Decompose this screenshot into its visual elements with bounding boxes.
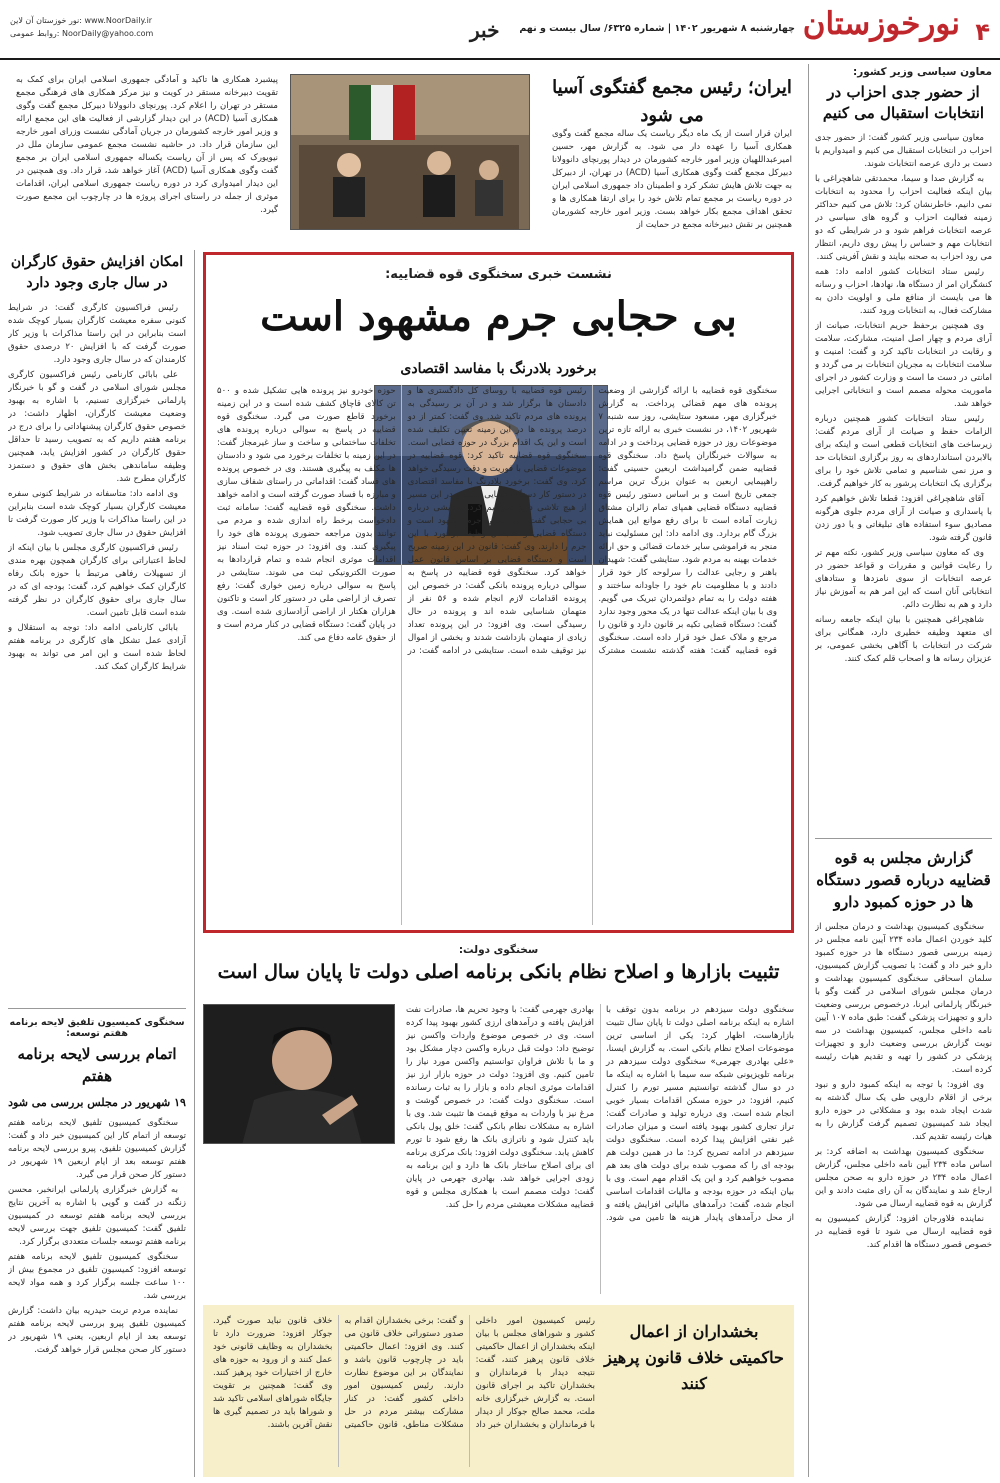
main-story-body: سخنگوی قوه قضاییه با ارائه گزارشی از وضعیت پرونده های مهم قضائی پرداخت. به گزارش خبرگزاری مهر، مسعود ستایشی، روز سه شنبه ۷ شهریور ۱۴۰۲، در نشست خبری به ارائه تازه ترین موضوعات روز در حوزه قضایی پرداخت و در ادامه به سوالات خبرنگاران پاسخ داد. سخنگوی قوه قضاییه ضمن گرامیداشت اربعین حسینی گفت: راهپیمایی اربعین به عنوان بزرگ ترین مراسم جمعی تاریخ است و بر اساس دستور رئیس قوه قضاییه دستگاه قضایی همپای تمام زائران مشتاق زیارت آماده است تا برای رفع موانع این همایش بزرگ گام بردارد. وی ادامه داد: این مسئولیت نباید منجر به فراموشی سایر خدمات قضائی و حق ارائه خدمات بهینه به مردم شود. ستایشی گفت: شهیدان باهنر و رجایی عدالت را سرلوحه کار خود قرار دادند و با مظلومیت نام خود را جاودانه ساختند و هفته دولت را به تمام دولتمردان تبریک می گویم. وی با بیان اینکه عدالت تنها در یک محور وجود ندارد گفت: دستگاه قضایی تکیه بر قانون دارد و قانون را مرجع و ملاک عمل خود قرار داده است. سخنگوی قوه قضاییه گفت: هفته گذشته نشست مشترک رئیس قوه قضاییه با روسای کل دادگستری ها و دادستان ها برگزار شد و در آن بر رسیدگی به پرونده های مردم تاکید شد. وی گفت: کمتر از دو درصد پرونده ها در این زمینه تعیین تکلیف شده است و این یک اقدام بزرگ در حوزه قضایی است. سخنگوی قوه قضاییه تاکید کرد: قوه قضاییه در موضوعات قضایی با فوریت و دقت رسیدگی خواهد کرد. وی گفت: برخورد بلادرنگ با مفاسد اقتصادی در دستور کار دستگاه قضایی است و در این مسیر از هیچ تلاشی دریغ نخواهیم کرد. ستایشی درباره بی حجابی گفت: بی حجابی جرم مشهود است و دستگاه قضایی و ضابطان وظیفه برخورد با این جرم را دارند. وی گفت: قانون در این زمینه صریح است و دستگاه قضایی بر اساس قانون عمل خواهد کرد. سخنگوی قوه قضاییه در پاسخ به سوالی درباره پرونده بانکی گفت: در خصوص این پرونده اقدامات لازم انجام شده و ۵۶ نفر از متهمان شناسایی شده اند و پرونده در حال رسیدگی است. وی افزود: در این پرونده تعداد زیادی از متهمان بازداشت شدند و بخشی از اموال نیز توقیف شده است. ستایشی در ادامه گفت: در حوزه خودرو نیز پرونده هایی تشکیل شده و ۵۰۰ تن کالای قاچاق کشف شده است و در این زمینه برخورد قاطع صورت می گیرد. سخنگوی قوه قضاییه در پاسخ به سوالی درباره پرونده های تخلفات ساختمانی و ساخت و ساز غیرمجاز گفت: در این زمینه با تخلفات برخورد می شود و دادستان ها مکلف به پیگیری هستند. وی در خصوص پرونده های فساد گفت: اقداماتی در راستای شفاف سازی و مبارزه با فساد صورت گرفته است و ادامه خواهد داشت. سخنگوی قوه قضاییه گفت: سامانه ثبت دادخواست برخط راه اندازی شده و مردم می توانند بدون مراجعه حضوری پرونده های خود را پیگیری کنند. وی افزود: در حوزه ثبت اسناد نیز اقدامات موثری انجام شده و تمام قراردادها به صورت الکترونیکی ثبت می شوند. ستایشی در پاسخ به سوالی درباره زمین خواری گفت: رفع تصرف از اراضی ملی در دستور کار است و تاکنون هزاران هکتار از اراضی آزادسازی شده است. وی در پایان گفت: دستگاه قضایی در کنار مردم است و از حقوق عامه دفاع می کند. — [217, 386, 777, 656]
story-body — [815, 921, 992, 1476]
paragraph: سخنگوی کمیسیون تلفیق لایحه برنامه هفتم توسعه افزود: کمیسیون تلفیق در مجموع بیش از ۱۰۰ ساعت جلسه برگزار کرد و همه مواد لایحه بررسی شد. — [8, 1252, 186, 1301]
story-headline[interactable]: امکان افزایش حقوق کارگران در سال جاری وجود دارد — [10, 254, 184, 291]
yellow-box-story — [203, 1305, 794, 1477]
section-label: خبر — [470, 18, 500, 42]
page-number: ۴ — [975, 18, 990, 46]
paragraph: وی ادامه داد: متاسفانه در شرایط کنونی سفره معیشت کارگران بسیار کوچک شده است بنابراین در این راستا مذاکرات با وزیر کار صورت گرفت تا افزایش حقوق در سال جاری تصویب شود. — [8, 489, 186, 538]
newspaper-logo: نورخوزستان — [802, 6, 960, 42]
story-body — [8, 302, 186, 1002]
left-column — [8, 252, 186, 1477]
diplomatic-meeting-photo[interactable] — [290, 74, 530, 230]
paragraph: شاهچراغی همچنین با بیان اینکه جامعه رسانه ای متعهد وظیفه خطیری دارد، همگانی برای شرکت در انتخابات با آگاهی بخشی عمومی، بر عزیزان رسانه ها و اصحاب قلم کمک کنند. — [815, 615, 992, 664]
story-headline[interactable]: از حضور جدی احزاب در انتخابات استقبال می کنیم — [822, 83, 985, 122]
government-spokesman-photo[interactable] — [203, 1004, 395, 1144]
main-story-box — [203, 252, 794, 933]
story-body — [815, 132, 992, 832]
contact-site[interactable]: نور خوزستان آن لاین: www.NoorDaily.ir — [10, 16, 153, 25]
contact-email[interactable]: روابط عمومی: NoorDaily@yahoo.com — [10, 29, 154, 38]
paragraph: به گزارش صدا و سیما، محمدتقی شاهچراغی با بیان اینکه فعالیت احزاب را محدود به انتخابات نمی دانیم، خاطرنشان کرد: تلاش می کنیم حداکثر زمینه فعالیت احزاب و گروه های سیاسی در عرصه انتخابات فراهم شود و در شرایطی که دو انتخابات مهم و حساس را پیش روی داریم، انتظار می رود احزاب به صحنه بیایند و نقش آفرینی کنند. — [815, 174, 992, 262]
main-headline[interactable]: بی حجابی جرم مشهود است — [260, 293, 737, 340]
story-headline[interactable]: بخشداران از اعمال حاکمیتی خلاف قانون پرهیز کنند — [604, 1322, 784, 1393]
paragraph: سخنگوی کمیسیون تلفیق لایحه برنامه هفتم توسعه از اتمام کار این کمیسیون خبر داد و گفت: گزارش کمیسیون تلفیق، پیرو بررسی لایحه برنامه هفتم توسعه بعد از ایام اربعین ۱۹ شهریور در دستور کار صحن قرار می گیرد. — [8, 1118, 186, 1180]
right-column — [815, 66, 992, 1476]
masthead — [0, 0, 1000, 60]
main-subhead: برخورد بلادرنگ با مفاسد اقتصادی — [400, 361, 597, 377]
contact-info — [10, 14, 180, 40]
story-kicker: معاون سیاسی وزیر کشور: — [853, 66, 992, 78]
dateline: چهارشنبه ۸ شهریور ۱۴۰۲ | شماره ۶۳۲۵/ سال بیست و نهم — [519, 23, 795, 34]
paragraph: به گزارش خبرگزاری پارلمانی ایرانخبر، محسن زنگنه در گفت و گویی با اشاره به آخرین نتایج بررسی لایحه برنامه هفتم توسعه در کمیسیون تلفیق گفت: کمیسیون تلفیق جهت بررسی لایحه برنامه هفتم توسعه جلسات متعددی برگزار کرد. — [8, 1185, 186, 1247]
story-kicker: سخنگوی دولت: — [458, 944, 539, 956]
paragraph: وی افزود: با توجه به اینکه کمبود دارو و نبود برخی از اقلام دارویی طی یک سال گذشته به شدت ایجاد شده بود و مشکلاتی در حوزه دارو ایجاد شد کمیسیون تصمیم گرفت گزارش را به هیات رئیسه تقدیم کند. — [815, 1080, 992, 1142]
story-body: پیشبرد همکاری ها تاکید و آمادگی جمهوری اسلامی ایران برای کمک به تقویت دبیرخانه مستقر در کویت و نیز مرکز همکاری های فرهنگی مجمع مستقر در تهران را اعلام کرد. پورنچای دانوولانا دبیرکل مجمع گفت وگوی همکاری آسیا (ACD) در این دیدار گزارشی از فعالیت های این مجمع ارائه و وزیر امور خارجه کشورمان در جریان آمادگی نشست وزرای امور خارجه این سازمان قرار داد. در حاشیه نشست مجمع عمومی سازمان ملل در نیویورک که پس از آن ریاست یکساله جمهوری اسلامی ایران بر مجمع گفت وگوی همکاری آسیا (ACD) آغاز خواهد شد، قرار داد. وی همچنین در این دیدار امیدواری کرد در دوره ریاست جمهوری اسلامی ایران، اقدامات موثری از جمله در راستای اجرای پروژه ها در چارچوب این مجمع صورت گیرد. — [16, 75, 278, 215]
paragraph: علی بابائی کارنامی رئیس فراکسیون کارگری مجلس شورای اسلامی در گفت و گو با خبرنگار پارلمانی خبرگزاری تسنیم، با اشاره به بهبود وضعیت معیشت کارگران، اظهار داشت: در خصوص حقوق کارگران پیشنهاداتی را برای درج در برنامه هفتم داریم که به تصویب رسید تا حداقل حقوق کارگران در کشور افزایش یابد، همچنین وظیفه ساماندهی بخش های حقوق و دستمزد کارگران مطرح شد. — [8, 370, 186, 484]
story-body: سخنگوی دولت سیزدهم در برنامه بدون توقف با اشاره به اینکه برنامه اصلی دولت تا پایان سال تثبیت بازارهاست، اظهار کرد: یکی از اساسی ترین موضوعات اصلاح نظام بانکی است. به گزارش ایسنا، «علی بهادری جهرمی» سخنگوی دولت سیزدهم در برنامه تلویزیونی شبکه سه سیما با اشاره به اینکه ما در دو سال گذشته توانستیم مسیر تورم را کنترل کنیم، افزود: در حوزه مسکن اقدامات بسیار خوبی انجام شده است. وی درباره تولید و صادرات گفت: تراز تجاری کشور بهبود یافته است و میزان صادرات غیر نفتی افزایش پیدا کرده است. سخنگوی دولت سیزدهم در ادامه تصریح کرد: ما در همین دولت هم بودجه ای را که مصوب شده برای دولت های بعد هم مصوب خواهیم کرد و این یک اقدام مهم است. وی با بیان اینکه در حوزه بودجه و مالیات اقدامات اساسی انجام شده، گفت: درآمدهای مالیاتی افزایش یافته و از محل درآمدهای پایدار هزینه ها تامین می شود. بهادری جهرمی گفت: با وجود تحریم ها، صادرات نفت افزایش یافته و درآمدهای ارزی کشور بهبود پیدا کرده است. وی در خصوص موضوع واردات واکسن نیز توضیح داد: دولت قبل درباره واکسن دچار مشکل بود و ما با تلاش فراوان توانستیم واکسن مورد نیاز را تامین کنیم. وی افزود: دولت در حوزه بازار ارز نیز اقدامات موثری انجام داده و بازار را به ثبات رسانده است. سخنگوی دولت گفت: در خصوص گوشت و مرغ نیز با واردات به موقع قیمت ها تثبیت شد. وی با اشاره به مشکلات نظام بانکی گفت: خلق پول بانکی باید کنترل شود و ناترازی بانک ها رفع شود تا تورم کاهش یابد. سخنگوی دولت افزود: بانک مرکزی برنامه ای برای اصلاح ساختار بانک ها دارد و این برنامه به زودی اجرایی خواهد شد. بهادری جهرمی در پایان گفت: دولت مصمم است با همکاری مجلس و قوه قضاییه مشکلات معیشتی مردم را حل کند. — [406, 1005, 794, 1223]
column-rule-left — [194, 250, 195, 1477]
paragraph: آقای شاهچراغی افزود: قطعا تلاش خواهیم کرد با پاسداری و صیانت از آرای مردم جلوی هرگونه مصادیق سوء استفاده های تبلیغاتی و یا دور زدن قانون گرفته شود. — [815, 494, 992, 543]
story-body — [8, 1117, 186, 1477]
paragraph: وی همچنین برحفظ حریم انتخابات، صیانت از آرای مردم و چهار اصل امنیت، مشارکت، سلامت و رقابت در انتخابات تاکید کرد و گفت: امنیت و سلامت انتخابات به مجریان انتخابات بر می گردد و امانتی در دست ما است و وزارت کشور در اجرای ماموریت محوله مصمم است و انتخاباتی اجرایی خواهد شد. — [815, 321, 992, 409]
top-story — [8, 66, 800, 244]
paragraph: رئیس ستاد انتخابات کشور ادامه داد: همه کنشگران امر از دستگاه ها، نهادها، احزاب و رسانه ها می بایست از منافع ملی و اولویت دادن به مشارکت فعال، به انتخابات ورود کنند. — [815, 267, 992, 316]
paragraph: رئیس فراکسیون کارگری گفت: در شرایط کنونی سفره معیشت کارگران بسیار کوچک شده است بنابراین در این راستا مذاکرات با وزیر کار صورت گرفت که با افزایش ۲۰ درصدی حقوق کارمندان که در سال جاری وجود دارد. — [8, 303, 186, 365]
story-body: ایران قرار است از یک ماه دیگر ریاست یک ساله مجمع گفت وگوی همکاری آسیا را عهده دار می شود. به گزارش مهر، حسین امیرعبداللهیان وزیر امور خارجه کشورمان در دیدار پورنچای دانوولانا دبیرکل مجمع گفت وگوی همکاری آسیا (ACD) در تهران، از دبیرکل به جهت تلاش هایش تشکر کرد و اطمینان داد جمهوری اسلامی ایران در دوره ریاست بر مجمع تمام تلاش خود را برای ارتقا همکاری ها و تحقق اهداف مجمع بکار خواهد بست. وزیر امور خارجه کشورمان همچنین بر نقش دبیرخانه مجمع در حمایت از — [552, 129, 792, 230]
column-rule-right — [808, 64, 809, 1477]
story-kicker: نشست خبری سخنگوی قوه قضاییه: — [385, 267, 612, 282]
story-subhead: ۱۹ شهریور در مجلس بررسی می شود — [8, 1096, 186, 1109]
story-headline[interactable]: تثبیت بازارها و اصلاح نظام بانکی برنامه اصلی دولت تا پایان سال است — [217, 961, 780, 983]
paragraph: نماینده فلاورجان افزود: گزارش کمیسیون به قوه قضاییه ارسال می شود تا قوه قضاییه در خصوص قصور دستگاه ها اقدام کند. — [815, 1214, 992, 1250]
paragraph: رئیس فراکسیون کارگری مجلس با بیان اینکه از لحاظ اعتباراتی برای کارگران همچون بهره مندی از تسهیلات رفاهی مرتبط با حوزه بانک رفاه کارگران کمک خواهیم کرد، گفت: بودجه ای که در سال جاری برای حقوق کارگران در نظر گرفته شده است قابل تامین است. — [8, 543, 186, 618]
paragraph: نماینده مردم تربت حیدریه بیان داشت: گزارش کمیسیون تلفیق پیرو بررسی لایحه برنامه هفتم توسعه بعد از ایام اربعین، یعنی ۱۹ شهریور در دستور کار صحن مجلس قرار خواهد گرفت. — [8, 1306, 186, 1355]
paragraph: رئیس ستاد انتخابات کشور همچنین درباره الزامات حفظ و صیانت از آرای مردم گفت: زیرساخت های انتخابات قطعی است و اینکه برای بالابردن استانداردهای به روز برگزاری انتخابات حد و مرز نمی شناسیم و تمامی تلاش خود را برای برگزاری یک انتخابات پرشور به کار خواهیم گرفت. — [815, 414, 992, 489]
story-headline[interactable]: گزارش مجلس به قوه قضاییه درباره قصور دستگاه ها در حوزه کمبود دارو — [816, 849, 991, 911]
divider — [815, 838, 992, 839]
divider — [8, 1008, 186, 1009]
story-headline[interactable]: اتمام بررسی لایحه برنامه هفتم — [17, 1045, 177, 1085]
paragraph: سخنگوی کمیسیون بهداشت به اضافه کرد: بر اساس ماده ۲۳۴ آیین نامه داخلی مجلس، گزارش اعمال ماده ۲۳۴ در حوزه دارو به صحن مجلس ارجاع شد و نمایندگان به آن رای مثبت دادند و این گزارش به قوه قضاییه ارسال می شود. — [815, 1147, 992, 1209]
story-kicker: سخنگوی کمیسیون تلفیق لایحه برنامه هفتم توسعه: — [9, 1017, 185, 1039]
paragraph: معاون سیاسی وزیر کشور گفت: از حضور جدی احزاب در انتخابات استقبال می کنیم و امیدواریم با دست بر داری عرصه انتخابات شوند. — [815, 133, 992, 169]
paragraph: سخنگوی کمیسیون بهداشت و درمان مجلس از کلید خوردن اعمال ماده ۲۳۴ آیین نامه مجلس در زمینه بررسی قصور دستگاه ها در حوزه کمبود دارو خبر داد و گفت: با تصویب گزارش کمیسیون، سلمان اسحاقی سخنگوی کمیسیون بهداشت و درمان مجلس شورای اسلامی در گفت وگو با خبرنگار پارلمانی ایرنا، درخصوص بررسی وضعیت دارو و تجهیزات پزشکی گفت: طبق ماده ۱۰۷ آیین نامه داخلی مجلس، کمیسیون بهداشت در سه نوبت گزارش بررسی وضعیت دارو و تجهیزات پزشکی در کشور را تهیه و تقدیم هیات رئیسه کرده است. — [815, 922, 992, 1075]
story-body: رئیس کمیسیون امور داخلی کشور و شوراهای مجلس با بیان اینکه بخشداران از اعمال حاکمیتی خلاف قانون پرهیز کنند، گفت: نتیجه دیدار با فرمانداران و بخشداران تاکید بر اجرای قانون است. به گزارش خبرگزاری خانه ملت، محمد صالح جوکار از دیدار با فرمانداران و بخشداران خبر داد و گفت: برخی بخشداران اقدام به صدور دستوراتی خلاف قانون می کنند. وی افزود: اعمال حاکمیتی باید در چارچوب قانون باشد و نمایندگان بر این موضوع نظارت دارند. رئیس کمیسیون امور داخلی کشور گفت: در کنار مشارکت بیشتر مردم در حل مشکلات مناطق، قانون حاکمیتی خلاف قانون نباید صورت گیرد. جوکار افزود: ضرورت دارد تا بخشداران به وظایف قانونی خود عمل کنند و از ورود به حوزه های خارج از اختیارات خود پرهیز کنند. وی گفت: همچنین بر تقویت جایگاه شوراهای اسلامی تاکید شد و شوراها باید در تصمیم گیری ها نقش آفرین باشند. — [213, 1316, 595, 1430]
paragraph: بابائی کارنامی ادامه داد: توجه به استقلال و آزادی عمل تشکل های کارگری در برنامه هفتم لحاظ شده است و این امر می تواند به بهبود شرایط کارگران کمک کند. — [8, 623, 186, 672]
story-headline[interactable]: ایران؛ رئیس مجمع گفتگوی آسیا می شود — [552, 77, 792, 126]
paragraph: وی که معاون سیاسی وزیر کشور، نکته مهم تر را رعایت قوانین و مقررات و قواعد حضور در عرصه انتخابات از سوی نامزدها و ستادهای انتخاباتی آنان است که این امر هم به آموزش نیاز دارد و هم به نظارت دائم. — [815, 548, 992, 610]
